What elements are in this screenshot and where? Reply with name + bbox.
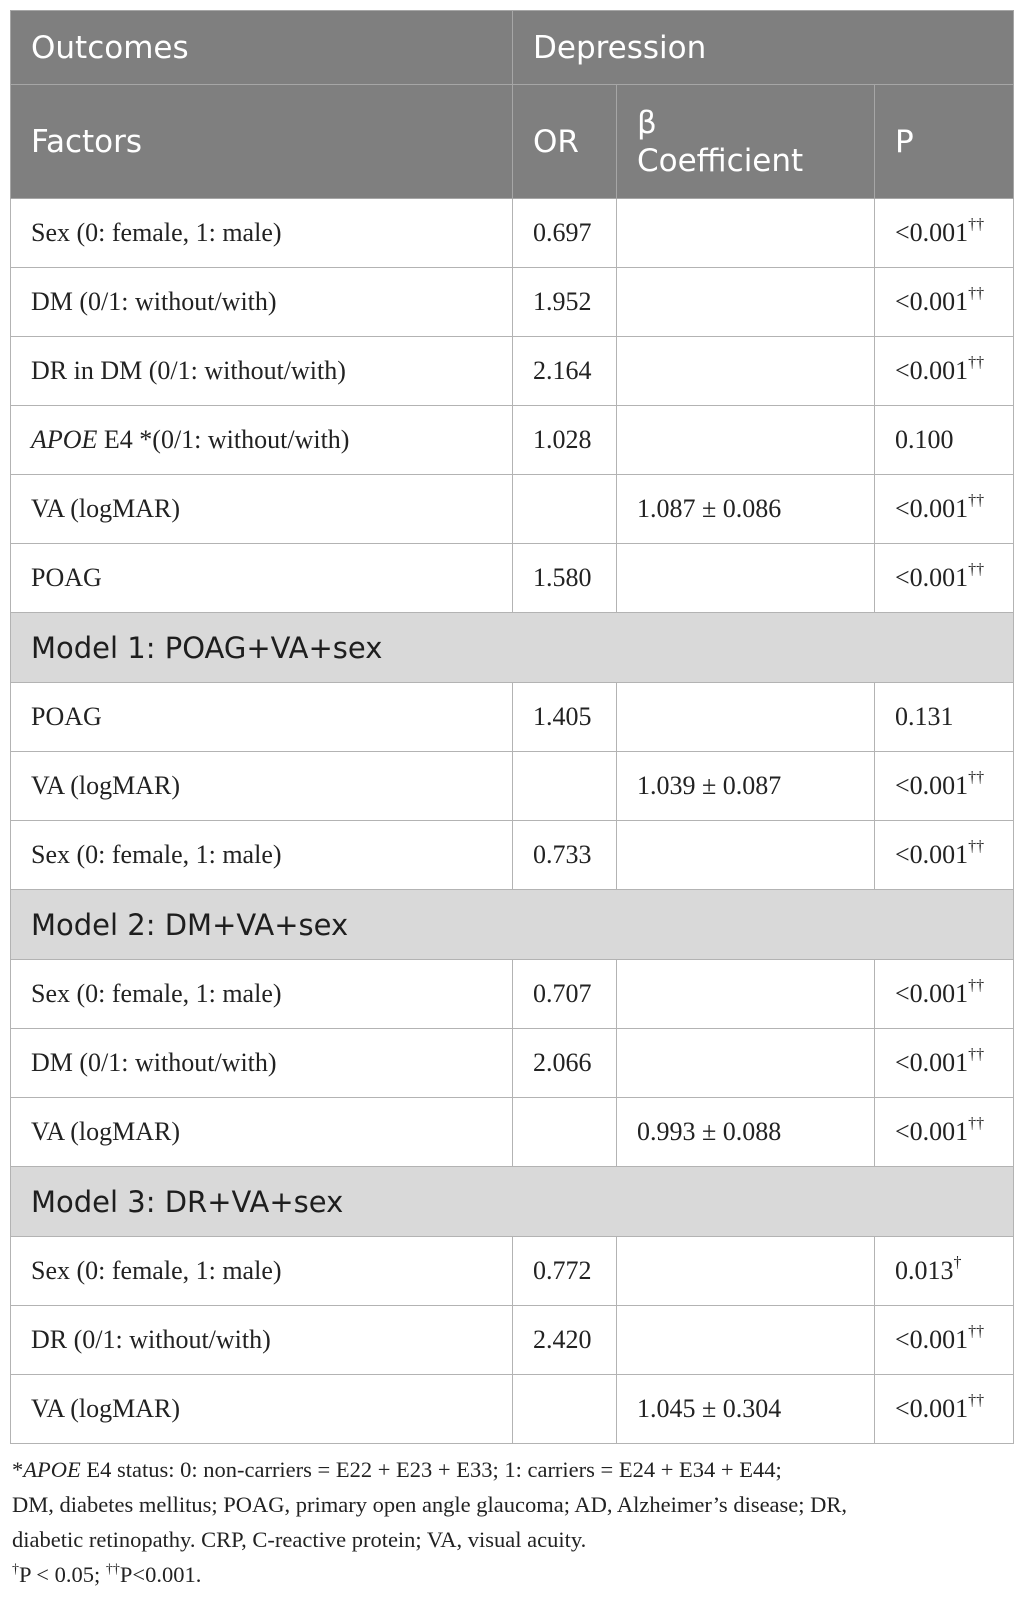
- footnotes: [10, 1452, 1013, 1592]
- table-row: [11, 337, 1014, 406]
- factor-cell: [11, 199, 513, 268]
- table-row: [11, 752, 1014, 821]
- table-row: [11, 475, 1014, 544]
- factor-label: VA (logMAR): [31, 1117, 181, 1146]
- p-value: <0.001: [895, 1394, 969, 1423]
- p-value-cell: [875, 199, 1014, 268]
- table-row: [11, 683, 1014, 752]
- or-value: [513, 752, 617, 821]
- beta-value: [617, 960, 875, 1029]
- table-row: [11, 1098, 1014, 1167]
- p-value-cell: [875, 1237, 1014, 1306]
- beta-value: [617, 268, 875, 337]
- p-value-cell: [875, 1306, 1014, 1375]
- p-value: <0.001: [895, 218, 969, 247]
- results-table-container: [10, 10, 1013, 1592]
- factor-label: DR (0/1: without/with): [31, 1325, 271, 1354]
- model-header-row: [11, 890, 1014, 960]
- p-value-cell: [875, 821, 1014, 890]
- p-value: <0.001: [895, 287, 969, 316]
- p-value: 0.100: [895, 425, 954, 454]
- or-value: 0.697: [513, 199, 617, 268]
- p-value-cell: [875, 268, 1014, 337]
- beta-coefficient-header: [617, 85, 875, 199]
- factors-header: Factors: [11, 85, 513, 199]
- factor-cell: [11, 1237, 513, 1306]
- footnote-abbrev-2: diabetic retinopathy. CRP, C-reactive protein; VA, visual acuity.: [12, 1527, 587, 1552]
- model-title: Model 3: DR+VA+sex: [11, 1167, 1014, 1237]
- table-row: [11, 268, 1014, 337]
- or-header: OR: [513, 85, 617, 199]
- p-value-cell: [875, 683, 1014, 752]
- significance-marker: ††: [968, 1046, 985, 1063]
- significance-marker: ††: [968, 977, 985, 994]
- table-row: [11, 1029, 1014, 1098]
- p-value: <0.001: [895, 563, 969, 592]
- p-value-cell: [875, 544, 1014, 613]
- header-row-columns: [11, 85, 1014, 199]
- p-value-cell: [875, 960, 1014, 1029]
- factor-label: DM (0/1: without/with): [31, 1048, 277, 1077]
- p-value-cell: [875, 337, 1014, 406]
- footnote-asterisk: *: [12, 1457, 24, 1482]
- factor-cell: [11, 1029, 513, 1098]
- factor-cell: [11, 960, 513, 1029]
- or-value: [513, 1098, 617, 1167]
- significance-p005: P < 0.05;: [19, 1562, 106, 1587]
- p-value: <0.001: [895, 840, 969, 869]
- significance-marker: ††: [968, 1115, 985, 1132]
- footnote-abbrev-1: DM, diabetes mellitus; POAG, primary open angle glaucoma; AD, Alzheimer’s disease; DR,: [12, 1492, 848, 1517]
- p-value: <0.001: [895, 1048, 969, 1077]
- beta-value: 1.039 ± 0.087: [617, 752, 875, 821]
- or-value: 0.707: [513, 960, 617, 1029]
- p-value-cell: [875, 406, 1014, 475]
- p-header: P: [875, 85, 1014, 199]
- p-value-cell: [875, 475, 1014, 544]
- table-row: [11, 199, 1014, 268]
- factor-label: E4 *(0/1: without/with): [97, 425, 350, 454]
- footnote-apoe-text: E4 status: 0: non-carriers = E22 + E23 + E33; 1: carriers = E24 + E34 + E44;: [80, 1457, 782, 1482]
- factor-cell: [11, 475, 513, 544]
- footnote-apoe: [12, 1452, 1013, 1487]
- factor-label: POAG: [31, 702, 102, 731]
- model-title: Model 1: POAG+VA+sex: [11, 613, 1014, 683]
- factor-cell: [11, 752, 513, 821]
- significance-marker: †: [953, 1254, 962, 1271]
- or-value: [513, 475, 617, 544]
- factor-label: VA (logMAR): [31, 494, 181, 523]
- p-value: 0.013: [895, 1256, 954, 1285]
- or-value: 1.405: [513, 683, 617, 752]
- p-value: 0.131: [895, 702, 954, 731]
- factor-gene-name: APOE: [31, 425, 98, 454]
- significance-marker: ††: [968, 769, 985, 786]
- p-value-cell: [875, 1375, 1014, 1444]
- coefficient-label: Coefficient: [637, 142, 804, 179]
- beta-value: [617, 337, 875, 406]
- significance-marker: ††: [968, 1323, 985, 1340]
- factor-cell: [11, 337, 513, 406]
- factor-label: Sex (0: female, 1: male): [31, 1256, 282, 1285]
- table-row: [11, 1237, 1014, 1306]
- double-dagger-mark: ††: [105, 1562, 120, 1577]
- significance-marker: ††: [968, 838, 985, 855]
- factor-label: Sex (0: female, 1: male): [31, 840, 282, 869]
- p-value: <0.001: [895, 1117, 969, 1146]
- or-value: 1.580: [513, 544, 617, 613]
- table-row: [11, 1306, 1014, 1375]
- beta-value: [617, 199, 875, 268]
- significance-marker: ††: [968, 561, 985, 578]
- factor-label: VA (logMAR): [31, 1394, 181, 1423]
- factor-cell: [11, 544, 513, 613]
- outcomes-header: Outcomes: [11, 11, 513, 85]
- factor-label: Sex (0: female, 1: male): [31, 218, 282, 247]
- or-value: 0.772: [513, 1237, 617, 1306]
- or-value: 2.420: [513, 1306, 617, 1375]
- beta-value: 1.087 ± 0.086: [617, 475, 875, 544]
- table-row: [11, 544, 1014, 613]
- significance-marker: ††: [968, 1392, 985, 1409]
- model-header-row: [11, 613, 1014, 683]
- beta-value: [617, 821, 875, 890]
- beta-value: [617, 544, 875, 613]
- significance-marker: ††: [968, 216, 985, 233]
- significance-marker: ††: [968, 492, 985, 509]
- p-value: <0.001: [895, 771, 969, 800]
- or-value: 1.952: [513, 268, 617, 337]
- or-value: 2.066: [513, 1029, 617, 1098]
- p-value: <0.001: [895, 1325, 969, 1354]
- depression-header: Depression: [513, 11, 1014, 85]
- factor-cell: [11, 1375, 513, 1444]
- factor-cell: [11, 683, 513, 752]
- beta-value: [617, 1237, 875, 1306]
- beta-value: [617, 683, 875, 752]
- logistic-regression-table: [10, 10, 1014, 1444]
- p-value: <0.001: [895, 356, 969, 385]
- factor-cell: [11, 406, 513, 475]
- dagger-mark: †: [12, 1562, 19, 1577]
- p-value-cell: [875, 752, 1014, 821]
- factor-cell: [11, 821, 513, 890]
- p-value: <0.001: [895, 494, 969, 523]
- p-value: <0.001: [895, 979, 969, 1008]
- factor-label: DM (0/1: without/with): [31, 287, 277, 316]
- beta-symbol: β: [637, 104, 657, 141]
- p-value-cell: [875, 1098, 1014, 1167]
- beta-value: [617, 1306, 875, 1375]
- model-header-row: [11, 1167, 1014, 1237]
- factor-cell: [11, 1306, 513, 1375]
- significance-marker: ††: [968, 285, 985, 302]
- factor-label: DR in DM (0/1: without/with): [31, 356, 346, 385]
- table-body: [11, 11, 1014, 1444]
- factor-cell: [11, 268, 513, 337]
- p-value-cell: [875, 1029, 1014, 1098]
- beta-value: 1.045 ± 0.304: [617, 1375, 875, 1444]
- significance-marker: ††: [968, 354, 985, 371]
- factor-label: VA (logMAR): [31, 771, 181, 800]
- factor-label: POAG: [31, 563, 102, 592]
- table-row: [11, 960, 1014, 1029]
- table-row: [11, 406, 1014, 475]
- factor-cell: [11, 1098, 513, 1167]
- beta-value: [617, 406, 875, 475]
- or-value: 2.164: [513, 337, 617, 406]
- beta-value: [617, 1029, 875, 1098]
- or-value: 1.028: [513, 406, 617, 475]
- footnote-apoe-gene: APOE: [23, 1457, 81, 1482]
- table-row: [11, 821, 1014, 890]
- factor-label: Sex (0: female, 1: male): [31, 979, 282, 1008]
- beta-value: 0.993 ± 0.088: [617, 1098, 875, 1167]
- or-value: 0.733: [513, 821, 617, 890]
- significance-p0001: P<0.001.: [119, 1562, 202, 1587]
- header-row-outcomes: [11, 11, 1014, 85]
- or-value: [513, 1375, 617, 1444]
- footnote-significance: [12, 1557, 1013, 1592]
- model-title: Model 2: DM+VA+sex: [11, 890, 1014, 960]
- table-row: [11, 1375, 1014, 1444]
